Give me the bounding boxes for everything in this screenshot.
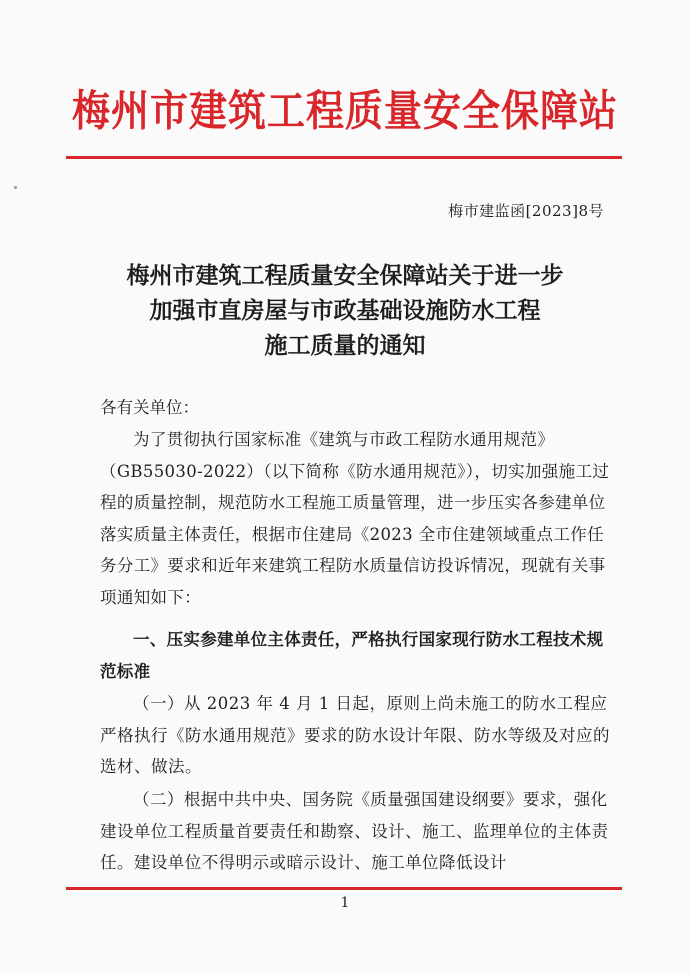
intro-paragraph: 为了贯彻执行国家标准《建筑与市政工程防水通用规范》（GB55030-2022）（以下简称《防水通用规范》），切实加强施工过程的质量控制，规范防水工程施工质量管理，进一步压实各参建单位落实质量主体责任，根据市住建局《2023 全市住建领域重点工作任务分工》要求和近年来建筑工程防水质量信访投诉情况，现就有关事项通知如下： <box>100 430 610 607</box>
scan-speck <box>14 186 17 189</box>
item-paragraph: （一）从 2023 年 4 月 1 日起，原则上尚未施工的防水工程应严格执行《防水通用规范》要求的防水设计年限、防水等级及对应的选材、做法。 <box>100 694 610 777</box>
footer-rule <box>66 887 622 890</box>
document-title <box>60 258 630 363</box>
red-header-org-title: 梅州市建筑工程质量安全保障站 <box>71 85 618 136</box>
title-line: 加强市直房屋与市政基础设施防水工程 <box>149 297 541 324</box>
document-number: 梅市建监函[2023]8号 <box>448 202 604 220</box>
section-heading: 一、压实参建单位主体责任，严格执行国家现行防水工程技术规范标准 <box>100 630 604 681</box>
title-line: 施工质量的通知 <box>264 332 426 359</box>
title-line: 梅州市建筑工程质量安全保障站关于进一步 <box>126 262 564 289</box>
page-number: 1 <box>340 895 350 911</box>
red-header-rule <box>66 156 622 159</box>
item-paragraph: （二）根据中共中央、国务院《质量强国建设纲要》要求，强化建设单位工程质量首要责任和勘察、设计、施工、监理单位的主体责任。建设单位不得明示或暗示设计、施工单位降低设计 <box>100 790 609 873</box>
salutation: 各有关单位： <box>100 398 199 417</box>
